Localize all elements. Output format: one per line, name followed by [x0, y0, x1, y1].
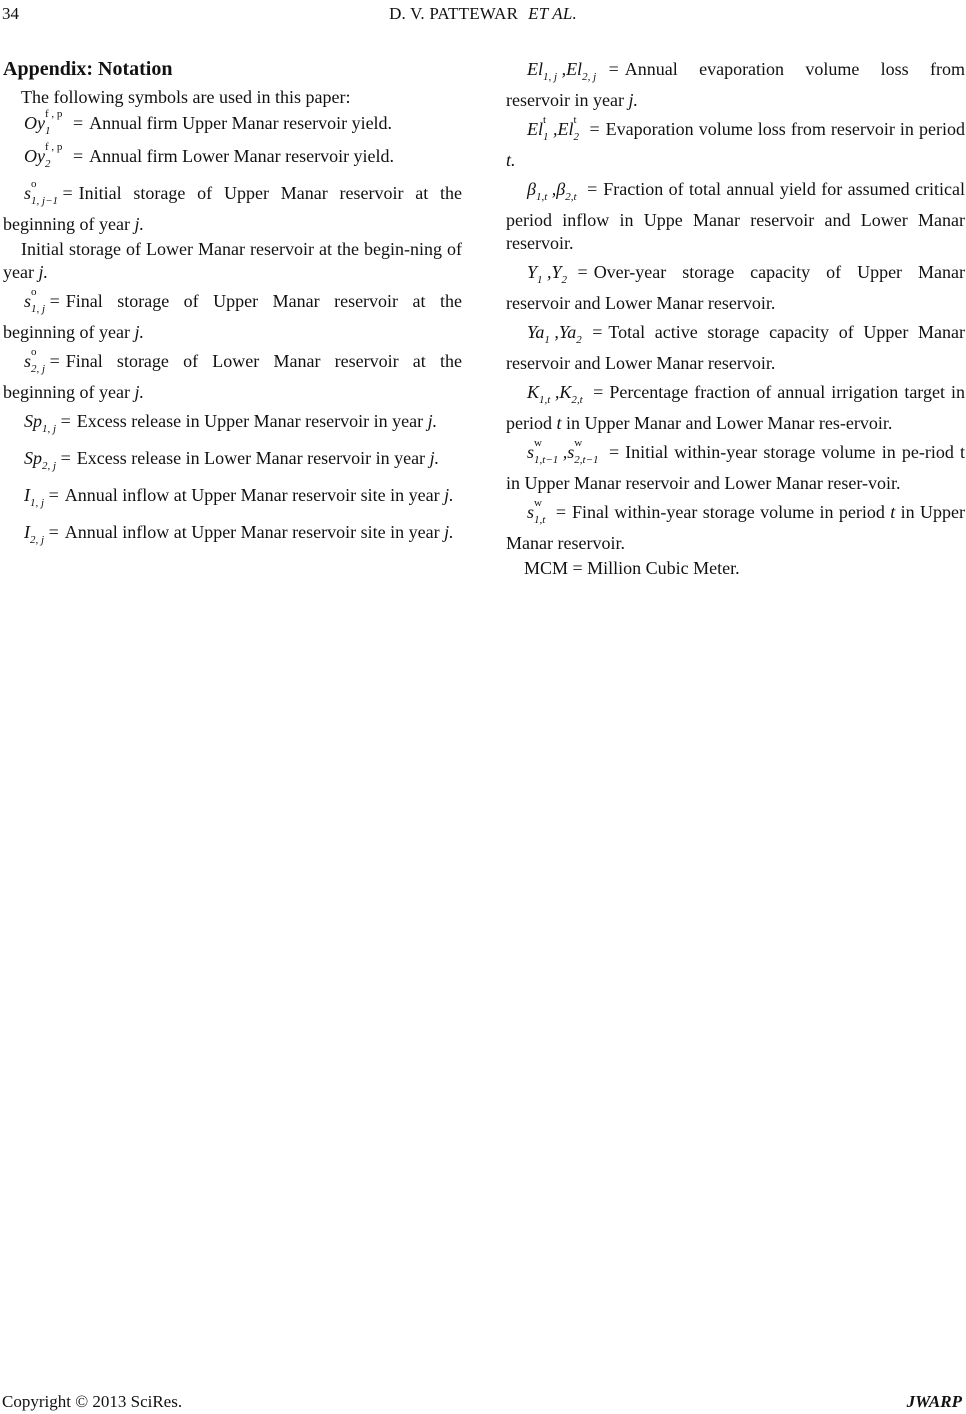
notation-symbol: s w 1,t−1 ,s w 2,t−1 = — [527, 437, 620, 466]
notation-definition: Annual inflow at Upper Manar reservoir site in year — [64, 485, 445, 505]
notation-entry: s o 1, j−1 =Initial storage of Upper Manar reservoir at the beginning of year j. — [3, 178, 462, 234]
notation-definition: Initial within-year storage volume in pe-riod t in Upper Manar reservoir and Lower Manar reser-voir. — [506, 442, 965, 493]
section-title: Appendix: Notation — [3, 58, 173, 80]
notation-entry — [3, 108, 462, 143]
notation-entry — [506, 497, 965, 555]
mcm-definition: MCM = Million Cubic Meter. — [524, 558, 740, 578]
notation-definition: Total active storage capacity of Upper Manar reservoir and Lower Manar reservoir. — [506, 322, 965, 373]
notation-definition: Final within-year storage volume in period t in Upper Manar reservoir. — [506, 502, 965, 553]
notation-symbol: Sp2, j = — [24, 448, 71, 472]
notation-symbol: s o 1, j−1 = — [24, 178, 73, 207]
notation-symbol: El1, j ,El2, j = — [527, 59, 619, 83]
right-column — [506, 58, 965, 586]
notation-symbol: El t 1 ,El t 2 = — [527, 114, 600, 143]
notation-entry: Sp2, j =Excess release in Lower Manar reservoir in year j. — [3, 447, 462, 478]
notation-definition: Fraction of total annual yield for assumed critical period inflow in Uppe Manar reservoir and Lower Manar reservoir. — [506, 179, 965, 253]
journal-abbreviation: JWARP — [906, 1392, 962, 1411]
running-head-et-al: ET AL. — [528, 4, 577, 23]
notation-symbol: s o 2, j = — [24, 346, 60, 375]
notation-definition: Final storage of Lower Manar reservoir at the beginning of year — [3, 351, 462, 402]
notation-symbol: Y1 ,Y2 = — [527, 262, 588, 286]
notation-symbol: Oy f , p 1 = — [24, 108, 84, 137]
notation-entry: El t 1 ,El t 2 =Evaporation volume loss from reservoir in period t. — [506, 114, 965, 170]
notation-symbol: Oy f , p 2 = — [24, 141, 84, 170]
left-column — [3, 56, 462, 558]
notation-symbol: s w 1,t = — [527, 497, 566, 526]
notation-entry: El1, j ,El2, j =Annual evaporation volume loss from reservoir in year j. — [506, 59, 965, 110]
notation-definition: Annual inflow at Upper Manar reservoir site in year — [64, 522, 445, 542]
notation-entry — [506, 178, 965, 255]
notation-definition: Excess release in Lower Manar reservoir in year — [76, 448, 430, 468]
notation-definition: Excess release in Upper Manar reservoir in year — [76, 411, 428, 431]
page-number: 34 — [2, 4, 19, 23]
running-head-authors: D. V. PATTEWAR — [389, 4, 519, 23]
page-header — [0, 4, 966, 24]
notation-definition: Initial storage of Upper Manar reservoir at the beginning of year — [3, 183, 462, 234]
notation-symbol: K1,t ,K2,t = — [527, 382, 604, 406]
notation-symbol: I1, j = — [24, 485, 59, 509]
notation-entry — [506, 321, 965, 375]
notation-entry — [506, 381, 965, 435]
notation-entry: I2, j =Annual inflow at Upper Manar reservoir site in year j. — [3, 521, 462, 552]
notation-entry — [506, 261, 965, 315]
notation-symbol: Sp1, j = — [24, 411, 71, 435]
notation-definition: Annual firm Upper Manar reservoir yield. — [89, 113, 393, 133]
notation-symbol: Ya1 ,Ya2 = — [527, 322, 603, 346]
notation-definition: Evaporation volume loss from reservoir in period — [605, 119, 965, 139]
notation-symbol: s o 1, j = — [24, 286, 60, 315]
notation-entry: Sp1, j =Excess release in Upper Manar reservoir in year j. — [3, 410, 462, 441]
notation-entry-plain: Initial storage of Lower Manar reservoir at the begin-ning of year j. — [3, 239, 462, 282]
notation-definition: Percentage fraction of annual irrigation target in period t in Upper Manar and Lower Manar res-ervoir. — [506, 382, 965, 433]
notation-definition: Final storage of Upper Manar reservoir at the beginning of year — [3, 291, 462, 342]
notation-entry: s o 2, j =Final storage of Lower Manar reservoir at the beginning of year j. — [3, 346, 462, 402]
running-head — [0, 4, 966, 24]
notation-definition: Over-year storage capacity of Upper Manar reservoir and Lower Manar reservoir. — [506, 262, 965, 313]
notation-entry: s o 1, j =Final storage of Upper Manar reservoir at the beginning of year j. — [3, 286, 462, 342]
copyright-notice: Copyright © 2013 SciRes. — [2, 1392, 183, 1411]
notation-entry: I1, j =Annual inflow at Upper Manar reservoir site in year j. — [3, 484, 462, 515]
notation-entry — [506, 437, 965, 495]
section-intro: The following symbols are used in this paper: — [21, 87, 351, 107]
notation-entry — [3, 141, 462, 176]
notation-definition: Annual firm Lower Manar reservoir yield. — [89, 146, 395, 166]
notation-symbol: I2, j = — [24, 522, 59, 546]
notation-definition: Annual evaporation volume loss from reservoir in year — [506, 59, 965, 110]
notation-symbol: β1,t ,β2,t = — [527, 179, 598, 203]
